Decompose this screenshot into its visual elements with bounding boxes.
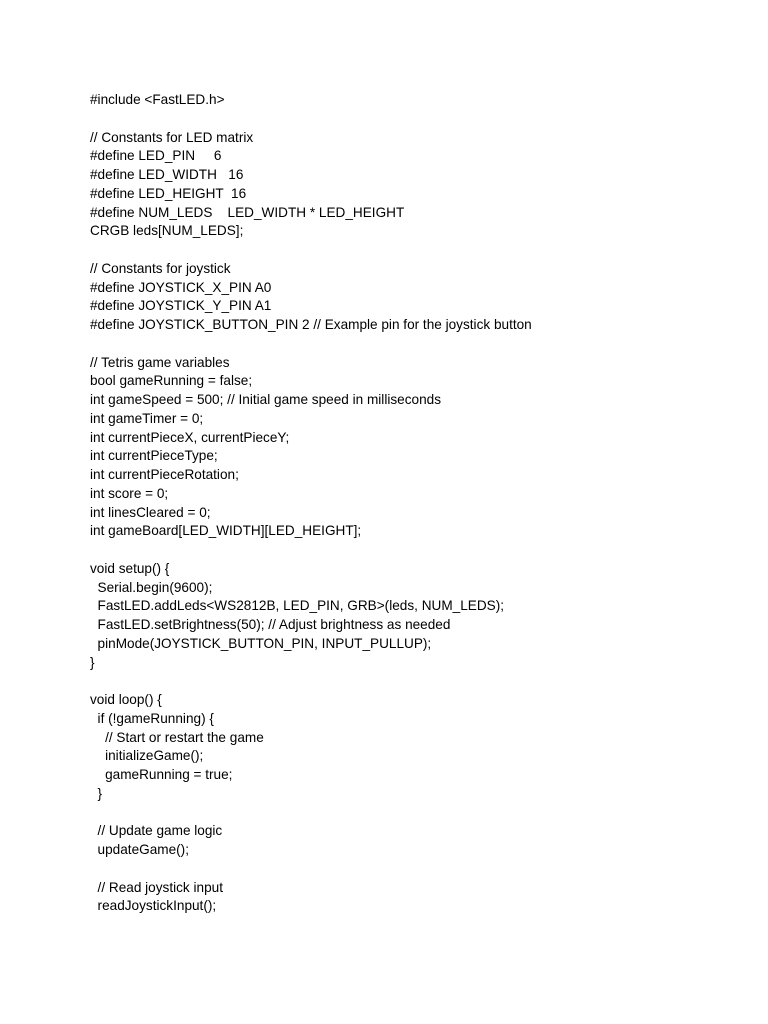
code-line: pinMode(JOYSTICK_BUTTON_PIN, INPUT_PULLUP); [90,635,432,651]
code-line: #define JOYSTICK_X_PIN A0 [90,279,272,295]
code-line: // Constants for LED matrix [90,129,254,145]
code-line: // Constants for joystick [90,260,231,276]
code-listing [90,91,532,916]
code-line: updateGame(); [90,842,189,857]
code-line: initializeGame(); [90,748,204,764]
code-line: void loop() { [90,692,162,707]
code-line: if (!gameRunning) { [90,710,214,726]
code-line [90,110,532,129]
code-line [90,241,532,260]
code-line: // Read joystick input [90,879,223,895]
code-line: int gameSpeed = 500; // Initial game speed in milliseconds [90,392,442,407]
code-line: gameRunning = true; [90,767,233,782]
code-line: #include <FastLED.h> [90,92,225,107]
code-line: Serial.begin(9600); [90,579,213,595]
code-line [90,860,532,879]
code-line: #define JOYSTICK_BUTTON_PIN 2 // Example pin for the joystick button [90,317,532,332]
code-line: // Start or restart the game [90,729,264,745]
code-line: FastLED.addLeds<WS2812B, LED_PIN, GRB>(leds, NUM_LEDS); [90,598,505,614]
code-line: // Tetris game variables [90,354,230,370]
code-line: int gameTimer = 0; [90,410,204,426]
code-line: #define LED_WIDTH 16 [90,167,244,182]
code-line [90,672,532,691]
code-line: // Update game logic [90,823,223,839]
code-line: readJoystickInput(); [90,898,217,914]
code-line: CRGB leds[NUM_LEDS]; [90,223,244,239]
code-line: FastLED.setBrightness(50); // Adjust brightness as needed [90,617,451,632]
code-line [90,804,532,823]
code-line: } [90,654,95,670]
code-line: bool gameRunning = false; [90,373,253,389]
code-line: int score = 0; [90,485,169,501]
code-line: int linesCleared = 0; [90,504,211,520]
code-line: int gameBoard[LED_WIDTH][LED_HEIGHT]; [90,523,362,539]
code-line: void setup() { [90,560,170,576]
code-line: int currentPieceX, currentPieceY; [90,429,290,445]
code-line: int currentPieceRotation; [90,467,239,482]
code-line: #define JOYSTICK_Y_PIN A1 [90,298,272,314]
code-line: #define LED_PIN 6 [90,148,222,164]
code-line: } [90,785,103,801]
code-line: #define LED_HEIGHT 16 [90,185,247,201]
code-line: int currentPieceType; [90,448,218,464]
code-line [90,335,532,354]
code-line [90,541,532,560]
code-line: #define NUM_LEDS LED_WIDTH * LED_HEIGHT [90,204,405,220]
